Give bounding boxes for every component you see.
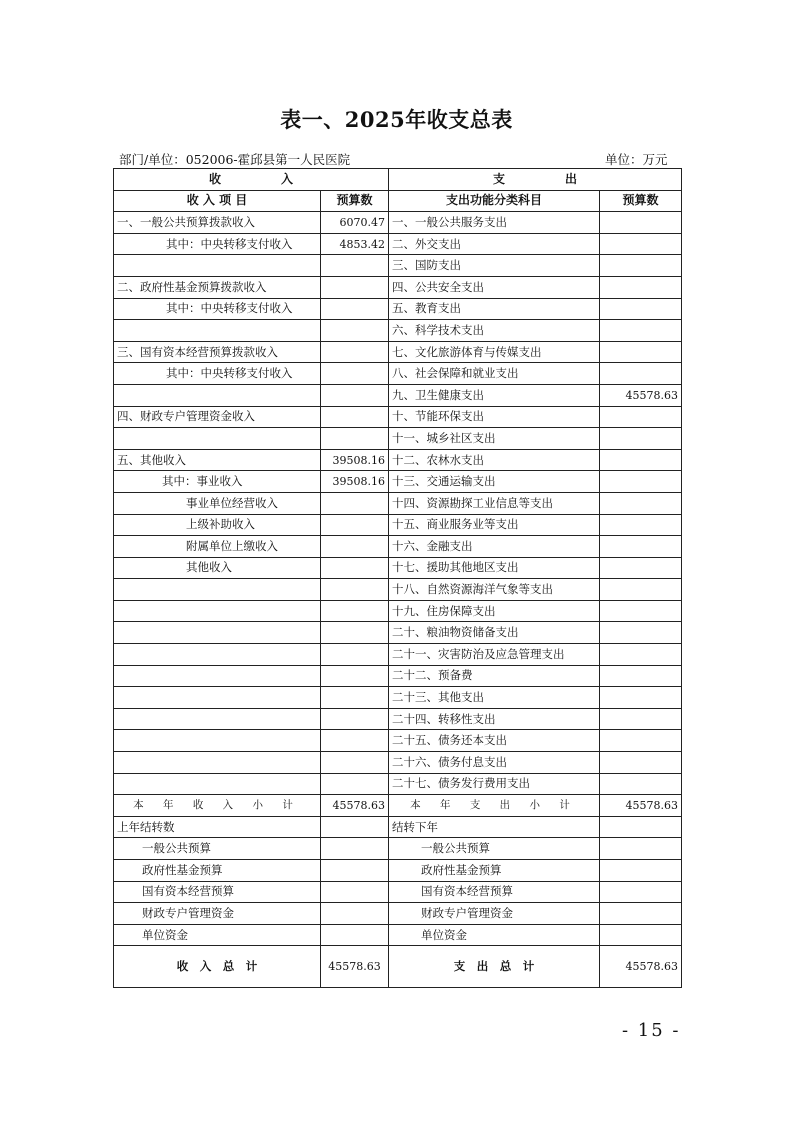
expense-item: 二十七、债务发行费用支出 (389, 773, 600, 795)
income-item: 一、一般公共预算拨款收入 (114, 212, 321, 234)
carry-row (114, 881, 682, 903)
income-item (114, 665, 321, 687)
expense-item: 二十、粮油物资储备支出 (389, 622, 600, 644)
income-item (114, 752, 321, 774)
table-row (114, 298, 682, 320)
expense-value (600, 406, 682, 428)
carry-header-row (114, 816, 682, 838)
expense-item: 二、外交支出 (389, 233, 600, 255)
income-item: 三、国有资本经营预算拨款收入 (114, 341, 321, 363)
income-value (321, 687, 389, 709)
expense-value (600, 665, 682, 687)
table-row (114, 708, 682, 730)
table-row (114, 579, 682, 601)
income-item: 其中：中央转移支付收入 (114, 298, 321, 320)
table-row (114, 514, 682, 536)
table-row (114, 536, 682, 558)
expense-item: 十九、住房保障支出 (389, 600, 600, 622)
income-carry-item: 国有资本经营预算 (114, 881, 321, 903)
income-value (321, 363, 389, 385)
expense-value (600, 557, 682, 579)
income-value (321, 492, 389, 514)
budget-summary-table (113, 168, 682, 988)
income-value: 6070.47 (321, 212, 389, 234)
income-item: 五、其他收入 (114, 449, 321, 471)
table-row (114, 600, 682, 622)
income-value (321, 644, 389, 666)
expense-value (600, 536, 682, 558)
income-item (114, 600, 321, 622)
expense-value (600, 363, 682, 385)
expense-item: 十七、援助其他地区支出 (389, 557, 600, 579)
expense-item: 十一、城乡社区支出 (389, 428, 600, 450)
expense-item: 七、文化旅游体育与传媒支出 (389, 341, 600, 363)
table-row (114, 276, 682, 298)
expense-total-value: 45578.63 (600, 946, 682, 988)
income-value (321, 255, 389, 277)
expense-carry-item: 一般公共预算 (389, 838, 600, 860)
page-number: - 15 - (622, 1020, 681, 1041)
income-value: 39508.16 (321, 449, 389, 471)
income-carry-item: 政府性基金预算 (114, 860, 321, 882)
expense-item: 三、国防支出 (389, 255, 600, 277)
table-row (114, 492, 682, 514)
income-carry-label: 上年结转数 (114, 816, 321, 838)
expense-item: 九、卫生健康支出 (389, 384, 600, 406)
expense-carry-label: 结转下年 (389, 816, 600, 838)
expense-item: 二十一、灾害防治及应急管理支出 (389, 644, 600, 666)
income-value (321, 557, 389, 579)
expense-value (600, 298, 682, 320)
table-row (114, 644, 682, 666)
subtotal-row (114, 795, 682, 817)
expense-value (600, 341, 682, 363)
income-item (114, 320, 321, 342)
carry-row (114, 860, 682, 882)
income-item (114, 708, 321, 730)
income-item (114, 428, 321, 450)
department-label: 部门/单位：052006-霍邱县第一人民医院 (119, 152, 351, 167)
expense-header: 支 出 (389, 169, 682, 191)
income-item: 其中：事业收入 (114, 471, 321, 493)
table-row (114, 255, 682, 277)
expense-budget-header: 预算数 (600, 190, 682, 212)
income-item: 上级补助收入 (114, 514, 321, 536)
expense-value (600, 471, 682, 493)
expense-item: 十四、资源勘探工业信息等支出 (389, 492, 600, 514)
income-item: 附属单位上缴收入 (114, 536, 321, 558)
income-item: 其他收入 (114, 557, 321, 579)
expense-item: 十、节能环保支出 (389, 406, 600, 428)
income-value (321, 665, 389, 687)
income-header: 收 入 (114, 169, 389, 191)
expense-value (600, 233, 682, 255)
income-value (321, 276, 389, 298)
expense-carry-item: 国有资本经营预算 (389, 881, 600, 903)
expense-value (600, 752, 682, 774)
expense-value (600, 622, 682, 644)
table-header-row (114, 169, 682, 191)
income-value (321, 514, 389, 536)
income-value (321, 384, 389, 406)
table-row (114, 384, 682, 406)
expense-item: 四、公共安全支出 (389, 276, 600, 298)
expense-item: 一、一般公共服务支出 (389, 212, 600, 234)
expense-value (600, 708, 682, 730)
table-row (114, 752, 682, 774)
expense-value: 45578.63 (600, 384, 682, 406)
income-value (321, 320, 389, 342)
income-value (321, 730, 389, 752)
expense-value (600, 600, 682, 622)
expense-item: 二十六、债务付息支出 (389, 752, 600, 774)
income-carry-item: 财政专户管理资金 (114, 903, 321, 925)
carry-row (114, 924, 682, 946)
income-subtotal-label: 本 年 收 入 小 计 (114, 795, 321, 817)
income-item: 二、政府性基金预算拨款收入 (114, 276, 321, 298)
income-item (114, 255, 321, 277)
expense-value (600, 773, 682, 795)
table-row (114, 471, 682, 493)
expense-value (600, 579, 682, 601)
income-item (114, 730, 321, 752)
expense-value (600, 449, 682, 471)
income-value (321, 536, 389, 558)
expense-carry-item: 单位资金 (389, 924, 600, 946)
unit-label: 单位：万元 (605, 152, 668, 167)
income-item (114, 579, 321, 601)
income-carry-item: 单位资金 (114, 924, 321, 946)
income-item (114, 384, 321, 406)
expense-item: 二十五、债务还本支出 (389, 730, 600, 752)
expense-value (600, 644, 682, 666)
income-carry-item: 一般公共预算 (114, 838, 321, 860)
expense-subtotal-value: 45578.63 (600, 795, 682, 817)
table-row (114, 363, 682, 385)
expense-item: 十六、金融支出 (389, 536, 600, 558)
income-value (321, 341, 389, 363)
income-value (321, 428, 389, 450)
expense-item: 十八、自然资源海洋气象等支出 (389, 579, 600, 601)
income-value: 39508.16 (321, 471, 389, 493)
expense-subtotal-label: 本 年 支 出 小 计 (389, 795, 600, 817)
income-value (321, 752, 389, 774)
expense-value (600, 687, 682, 709)
expense-total-label: 支 出 总 计 (389, 946, 600, 988)
income-value (321, 708, 389, 730)
expense-carry-item: 政府性基金预算 (389, 860, 600, 882)
income-item: 事业单位经营收入 (114, 492, 321, 514)
expense-item: 五、教育支出 (389, 298, 600, 320)
table-row (114, 406, 682, 428)
table-row (114, 622, 682, 644)
income-value (321, 298, 389, 320)
expense-item: 二十四、转移性支出 (389, 708, 600, 730)
income-total-value: 45578.63 (321, 946, 389, 988)
expense-item: 六、科学技术支出 (389, 320, 600, 342)
expense-value (600, 320, 682, 342)
carry-row (114, 838, 682, 860)
table-row (114, 428, 682, 450)
income-item: 四、财政专户管理资金收入 (114, 406, 321, 428)
table-row (114, 320, 682, 342)
expense-value (600, 212, 682, 234)
expense-value (600, 514, 682, 536)
income-item (114, 644, 321, 666)
expense-value (600, 276, 682, 298)
income-item (114, 622, 321, 644)
income-value: 4853.42 (321, 233, 389, 255)
income-value (321, 579, 389, 601)
income-value (321, 622, 389, 644)
expense-value (600, 730, 682, 752)
expense-item: 十五、商业服务业等支出 (389, 514, 600, 536)
expense-value (600, 492, 682, 514)
expense-item: 二十二、预备费 (389, 665, 600, 687)
expense-item-header: 支出功能分类科目 (389, 190, 600, 212)
income-value (321, 600, 389, 622)
expense-item: 八、社会保障和就业支出 (389, 363, 600, 385)
table-row (114, 730, 682, 752)
income-item (114, 687, 321, 709)
table-row (114, 233, 682, 255)
expense-value (600, 255, 682, 277)
income-item-header: 收 入 项 目 (114, 190, 321, 212)
expense-value (600, 428, 682, 450)
table-row (114, 687, 682, 709)
income-budget-header: 预算数 (321, 190, 389, 212)
income-subtotal-value: 45578.63 (321, 795, 389, 817)
table-row (114, 557, 682, 579)
table-subheader-row (114, 190, 682, 212)
table-row (114, 665, 682, 687)
table-row (114, 212, 682, 234)
income-total-label: 收 入 总 计 (114, 946, 321, 988)
expense-item: 十二、农林水支出 (389, 449, 600, 471)
table-row (114, 449, 682, 471)
expense-item: 十三、交通运输支出 (389, 471, 600, 493)
table-row (114, 773, 682, 795)
carry-row (114, 903, 682, 925)
income-item (114, 773, 321, 795)
page-title: 表一、2025年收支总表 (280, 107, 513, 132)
table-row (114, 341, 682, 363)
income-item: 其中：中央转移支付收入 (114, 233, 321, 255)
income-value (321, 773, 389, 795)
grand-total-row (114, 946, 682, 988)
income-value (321, 406, 389, 428)
expense-carry-item: 财政专户管理资金 (389, 903, 600, 925)
income-item: 其中：中央转移支付收入 (114, 363, 321, 385)
expense-item: 二十三、其他支出 (389, 687, 600, 709)
